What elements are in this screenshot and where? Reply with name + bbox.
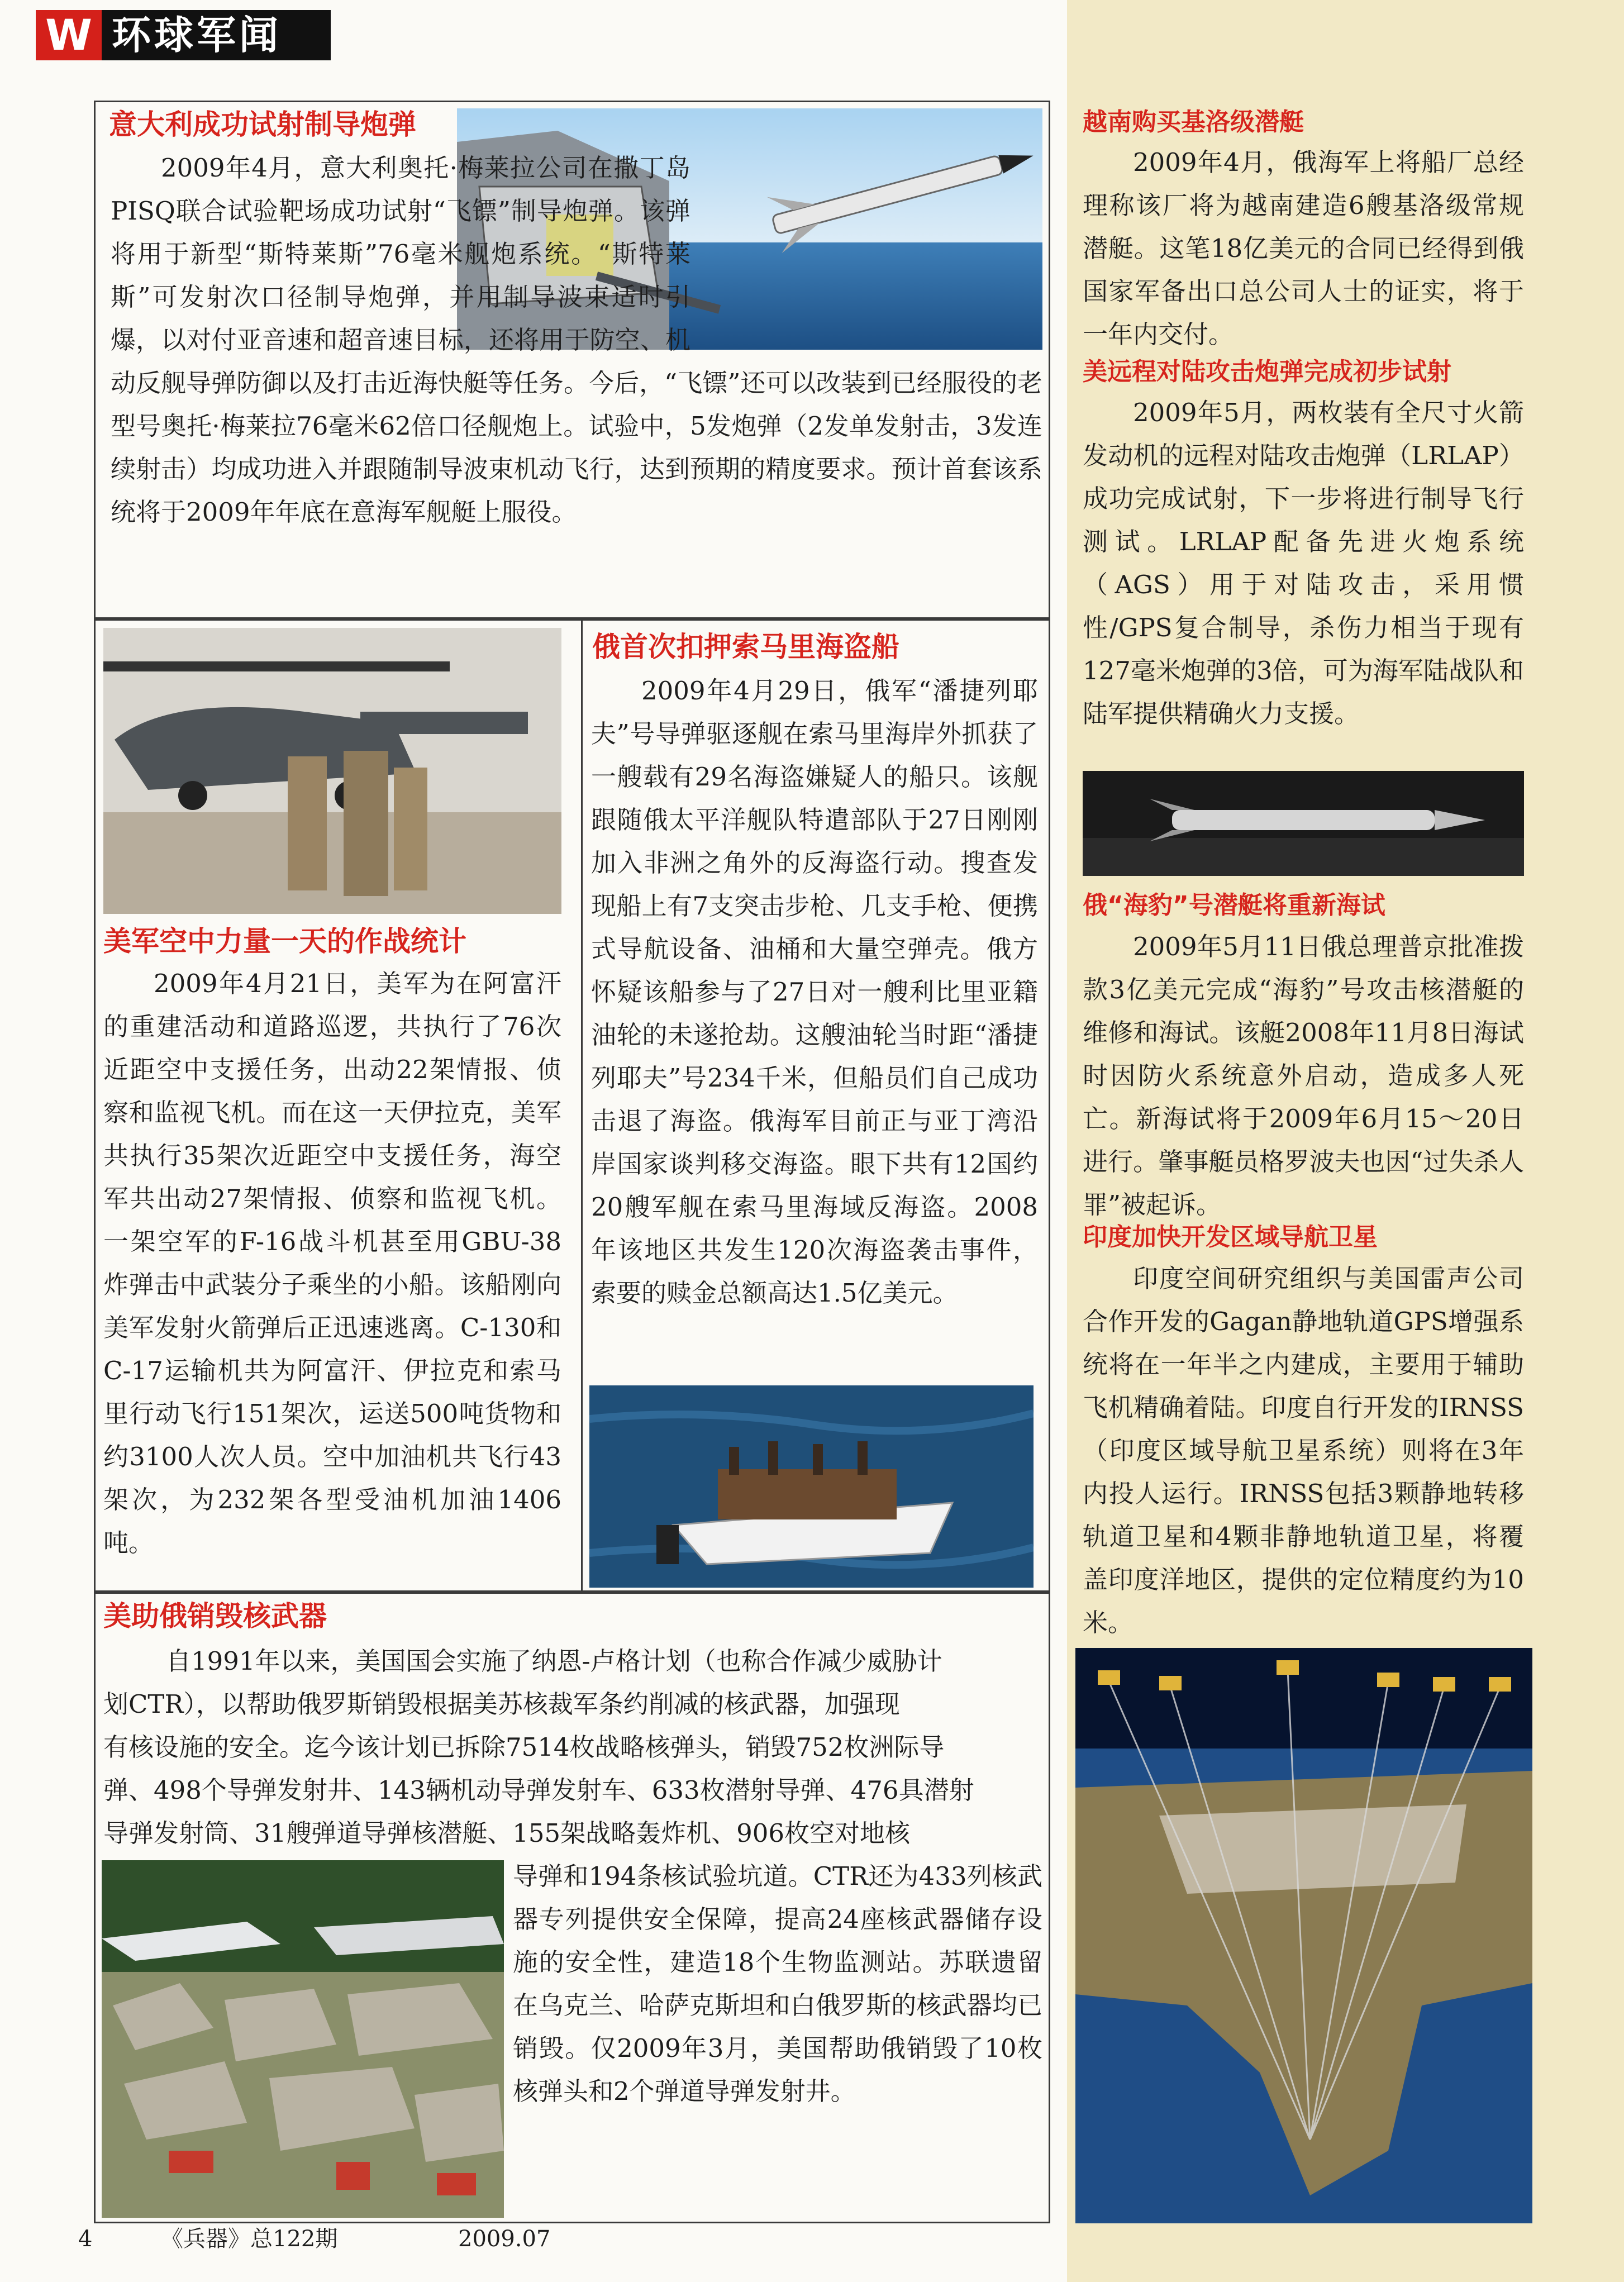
photo-lrlap-projectile: [1083, 771, 1524, 876]
article-body-italy: [111, 146, 1042, 616]
article-body-india: [1083, 1257, 1524, 1644]
photo-scrapped-aircraft: [102, 1860, 504, 2218]
article-body-lrlap: [1083, 391, 1524, 735]
section-title: 环球军闻: [112, 12, 282, 58]
us-nuclear-line-4: 弹、498个导弹发射井、143辆机动导弹发射车、633枚潜射导弹、476具潜射: [103, 1775, 974, 1805]
middle-divider: [581, 619, 583, 1592]
article-body-us-airpower: [103, 962, 561, 1564]
article-text-russia-pirates: 2009年4月29日，俄军“潘捷列耶夫”号导弹驱逐舰在索马里海岸外抓获了一艘载有29名海盗嫌疑人的船只。该舰跟随俄太平洋舰队特遣部队于27日刚刚加入非洲之角外的反海盗行动。搜查发现船上有7支突击步枪、几支手枪、便携式导航设备、油桶和大量空弹壳。俄方怀疑该船参与了27日对一艘利比里亚籍油轮的未遂抢劫。这艘油轮当时距“潘捷列耶夫”号234千米，但船员们自己成功击退了海盗。俄海军目前正与亚丁湾沿岸国家谈判移交海盗。眼下共有12国约20艘军舰在索马里海域反海盗。2008年该地区共发生120次海盗袭击事件，索要的赎金总额高达1.5亿美元。: [591, 676, 1038, 1308]
footer-magazine: 《兵器》总122期: [161, 2226, 338, 2252]
article-body-russia-pirates: [591, 669, 1038, 1314]
footer-date: 2009.07: [458, 2226, 551, 2252]
article-text-italy: 2009年4月，意大利奥托·梅莱拉公司在撒丁岛PISQ联合试验靶场成功试射“飞镖”制导炮弹。该弹将用于新型“斯特莱斯”76毫米舰炮系统。“斯特莱斯”可发射次口径制导炮弹，并用制导波束适时引爆，以对付亚音速和超音速目标，还将用于防空、机动反舰导弹防御以及打击近海快艇等任务。今后，“飞镖”还可以改装到已经服役的老型号奥托·梅莱拉76毫米62倍口径舰炮上。试验中，5发炮弹（2发单发射击，3发连续射击）均成功进入并跟随制导波束机动飞行，达到预期的精度要求。预计首套该系统将于2009年年底在意海军舰艇上服役。: [111, 153, 1042, 527]
article-title-lrlap: 美远程对陆攻击炮弹完成初步试射: [1083, 358, 1451, 386]
article-title-gepard: 俄“海豹”号潜艇将重新海试: [1083, 891, 1385, 920]
article-text-vietnam: 2009年4月，俄海军上将船厂总经理称该厂将为越南建造6艘基洛级常规潜艇。这笔18亿美元的合同已经得到俄国家军备出口总公司人士的证实，将于一年内交付。: [1083, 147, 1524, 349]
us-nuclear-line-1: 自1991年以来，美国国会实施了纳恩-卢格计划（也称合作减少威胁计: [166, 1646, 942, 1676]
article-title-italy: 意大利成功试射制导炮弹: [109, 108, 416, 141]
article-title-india: 印度加快开发区域导航卫星: [1083, 1223, 1378, 1251]
article-body-us-nuclear-2: [513, 1855, 1042, 2113]
article-title-us-airpower: 美军空中力量一天的作战统计: [103, 925, 466, 957]
article-text-india: 印度空间研究组织与美国雷声公司合作开发的Gagan静地轨道GPS增强系统将在一年半之内建成，主要用于辅助飞机精确着陆。印度自行开发的IRNSS（印度区域导航卫星系统）则将在3年内投人运行。IRNSS包括3颗静地转移轨道卫星和4颗非静地轨道卫星，将覆盖印度洋地区，提供的定位精度约为10米。: [1083, 1264, 1524, 1637]
article-title-us-nuclear: 美助俄销毁核武器: [103, 1600, 327, 1632]
article-text-us-airpower: 2009年4月21日，美军为在阿富汗的重建活动和道路巡逻，共执行了76次近距空中支援任务，出动22架情报、侦察和监视飞机。而在这一天伊拉克，美军共执行35架次近距空中支援任务，海空军共出动27架情报、侦察和监视飞机。一架空军的F-16战斗机甚至用GBU-38炸弹击中武装分子乘坐的小船。该船刚向美军发射火箭弹后正迅速逃离。C-130和C-17运输机共为阿富汗、伊拉克和索马里行动飞行151架次，运送500吨货物和约3100人次人员。空中加油机共飞行43架次，为232架各型受油机加油1406吨。: [103, 969, 561, 1557]
footer-page-number: 4: [78, 2226, 93, 2252]
us-nuclear-line-5: 导弹发射筒、31艘弹道导弹核潜艇、155架战略轰炸机、906枚空对地核: [103, 1818, 911, 1848]
article-text-us-nuclear-2: 导弹和194条核试验坑道。CTR还为433列核武器专列提供安全保障，提高24座核武器储存设施的安全性，建造18个生物监测站。苏联遗留在乌克兰、哈萨克斯坦和白俄罗斯的核武器均已销毁。仅2009年3月，美国帮助俄销毁了10枚核弹头和2个弹道导弹发射井。: [513, 1861, 1042, 2106]
article-body-us-nuclear: [103, 1640, 1042, 1855]
photo-pirate-boat: [589, 1385, 1034, 1588]
us-nuclear-line-3: 有核设施的安全。迄今该计划已拆除7514枚战略核弹头，销毁752枚洲际导: [103, 1732, 945, 1762]
article-body-gepard: [1083, 925, 1524, 1226]
article-body-vietnam: [1083, 141, 1524, 356]
header-logo-letter: W: [45, 10, 92, 60]
photo-india-satellite-map: [1075, 1648, 1532, 2223]
article-text-lrlap: 2009年5月，两枚装有全尺寸火箭发动机的远程对陆攻击炮弹（LRLAP）成功完成试射，下一步将进行制导飞行测试。LRLAP配备先进火炮系统（AGS）用于对陆攻击，采用惯性/GPS复合制导，杀伤力相当于现有127毫米炮弹的3倍，可为海军陆战队和陆军提供精确火力支援。: [1083, 398, 1524, 728]
article-text-gepard: 2009年5月11日俄总理普京批准拨款3亿美元完成“海豹”号攻击核潜艇的维修和海试。该艇2008年11月8日海试时因防火系统意外启动，造成多人死亡。新海试将于2009年6月15～20日进行。肇事艇员格罗波夫也因“过失杀人罪”被起诉。: [1083, 932, 1524, 1219]
us-nuclear-line-2: 划CTR），以帮助俄罗斯销毁根据美苏核裁军条约削减的核武器，加强现: [103, 1689, 900, 1719]
photo-helicopter-soldiers: [103, 628, 561, 914]
article-title-vietnam: 越南购买基洛级潜艇: [1083, 108, 1304, 136]
article-title-russia-pirates: 俄首次扣押索马里海盗船: [592, 631, 899, 663]
